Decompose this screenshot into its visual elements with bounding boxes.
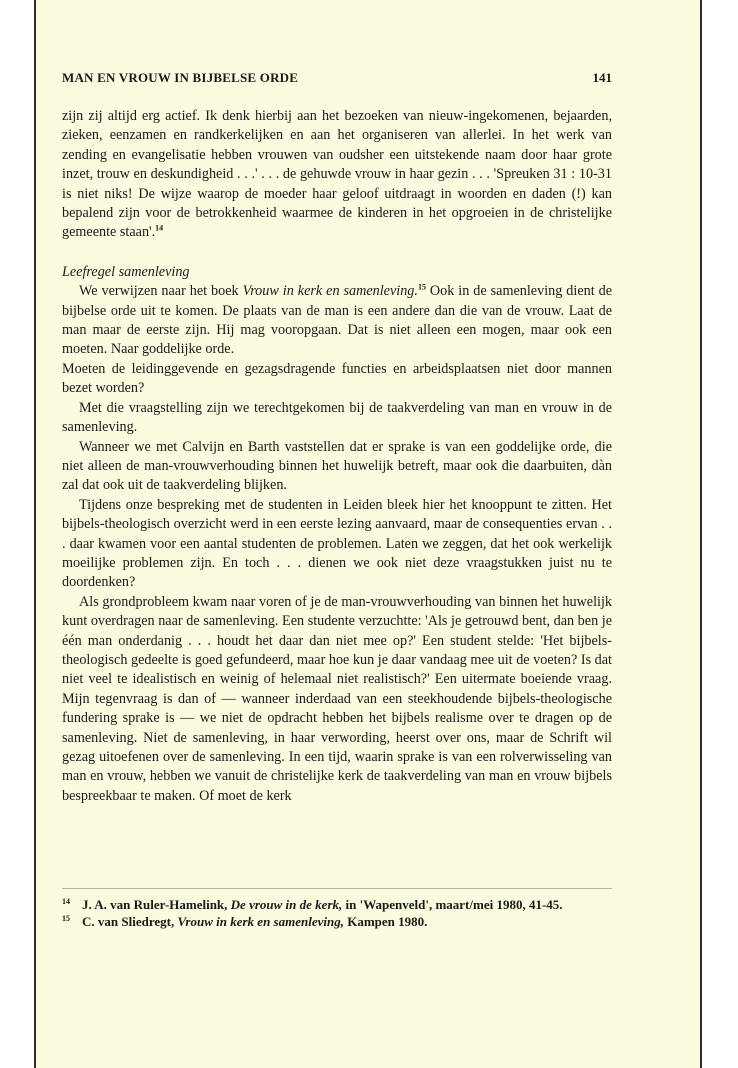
section-heading: Leefregel samenleving — [62, 263, 190, 280]
footnote-title: De vrouw in de kerk, — [230, 897, 343, 912]
running-head: MAN EN VROUW IN BIJBELSE ORDE — [62, 70, 299, 85]
paragraph-1: zijn zij altijd erg actief. Ik denk hierbij aan het bezoeken van nieuw-ingekomenen, bejaarden, zieken, eenzamen en randkerkelijken en aan het organiseren van allerlei. In het werk van zending en evangelisatie hebben vrouwen van oudsher een uitstekende naam door haar grote inzet, trouw en deskundigheid . . .' . . . de gehuwde vrouw in haar gezin . . . 'Spreuken 31 : 10-31 is niet niks! De wijze waarop de moeder haar geloof uitdraagt in woorden en daden (!) kan bepalend zijn voor de betrokkenheid waarmee de kinderen in het opgroeien in de christelijke gemeente staan'.$^{14}$ — [62, 108, 612, 241]
paragraph-7: Als grondprobleem kwam naar voren of je de man-vrouwverhouding van binnen het huwelijk kunt overdragen naar de samenleving. Een studente verzuchtte: 'Als je getrouwd bent, dan ben je één man onderdanig . . . houdt het daar dan niet mee op?' Een student stelde: 'Het bijbels-theologisch gedeelte is goed gefundeerd, maar hoe kun je daar vandaag mee uit de voeten? Is dat niet veel te idealistisch en weinig of helemaal niet realistisch?' Een uitermate boeiende vraag. Mijn tegenvraag is dan of — wanneer inderdaad van een steekhoudende bijbels-theologische fundering sprake is — we niet de opdracht hebben het bijbels realisme over te dragen op de samenleving. Niet de samenleving, in haar verwording, heerst over ons, maar de Schrift wil gezag uitoefenen over de samenleving. In een tijd, waarin sprake is van een rolverwisseling van man en vrouw, hebben we vanuit de christelijke kerk de taakverdeling van man en vrouw bijbels bespreekbaar te maken. Of moet de kerk — [62, 593, 612, 804]
book-title: Vrouw in kerk en samenleving. — [242, 283, 418, 300]
paragraph-4: Met die vraagstelling zijn we terechtgekomen bij de taakverdeling van man en vrouw in de samenleving. — [62, 399, 612, 436]
footnote-15: 15 C. van Sliedregt, Vrouw in kerk en samenleving, Kampen 1980. — [62, 914, 612, 931]
footnotes — [62, 897, 612, 930]
footnote-divider — [62, 888, 612, 889]
paragraph-5: Wanneer we met Calvijn en Barth vaststellen dat er sprake is van een goddelijke orde, die niet alleen de man-vrouwverhouding binnen het huwelijk betreft, maar ook die daarbuiten, dàn zal dat ook uit de taakverdeling blijken. — [62, 438, 612, 494]
body-text — [62, 107, 612, 806]
footnote-marker: 14 — [62, 897, 70, 906]
scan-border-right — [700, 0, 702, 1068]
footnote-ref-15[interactable]: 15 — [417, 282, 426, 292]
paragraph-6: Tijdens onze bespreking met de studenten in Leiden bleek hier het knooppunt te zitten. Het bijbels-theologisch overzicht werd in een eerste lezing aanvaard, maar de consequenties ervan . . . daar kwamen voor een aantal studenten de problemen. Laten we zeggen, dat het ook werkelijk moeilijke problemen zijn. En toch . . . dienen we ook niet deze vraagstukken juist nu te doordenken? — [62, 496, 612, 591]
paragraph-3: Moeten de leidinggevende en gezagsdragende functies en arbeidsplaatsen niet door mannen bezet worden? — [62, 360, 612, 397]
footnote-title: Vrouw in kerk en samenleving, — [177, 913, 344, 929]
footnote-marker: 15 — [62, 913, 70, 923]
footnote-14: 14 J. A. van Ruler-Hamelink, De vrouw in de kerk, in 'Wapenveld', maart/mei 1980, 41-45. — [62, 897, 612, 914]
page-number: 141 — [592, 70, 612, 85]
page-header — [62, 70, 612, 90]
paragraph-2: We verwijzen naar het boek Vrouw in kerk en samenleving.$^{15}$ Ook in de samenleving dient de bijbelse orde uit te komen. De plaats van de man is een andere dan die van de vrouw. Laat de man maar de eerste zijn. Hij mag vooropgaan. Dat is niet alleen een mogen, maar ook een moeten. Naar goddelijke orde. — [62, 282, 612, 358]
footnote-ref-14[interactable]: 14 — [155, 223, 164, 233]
